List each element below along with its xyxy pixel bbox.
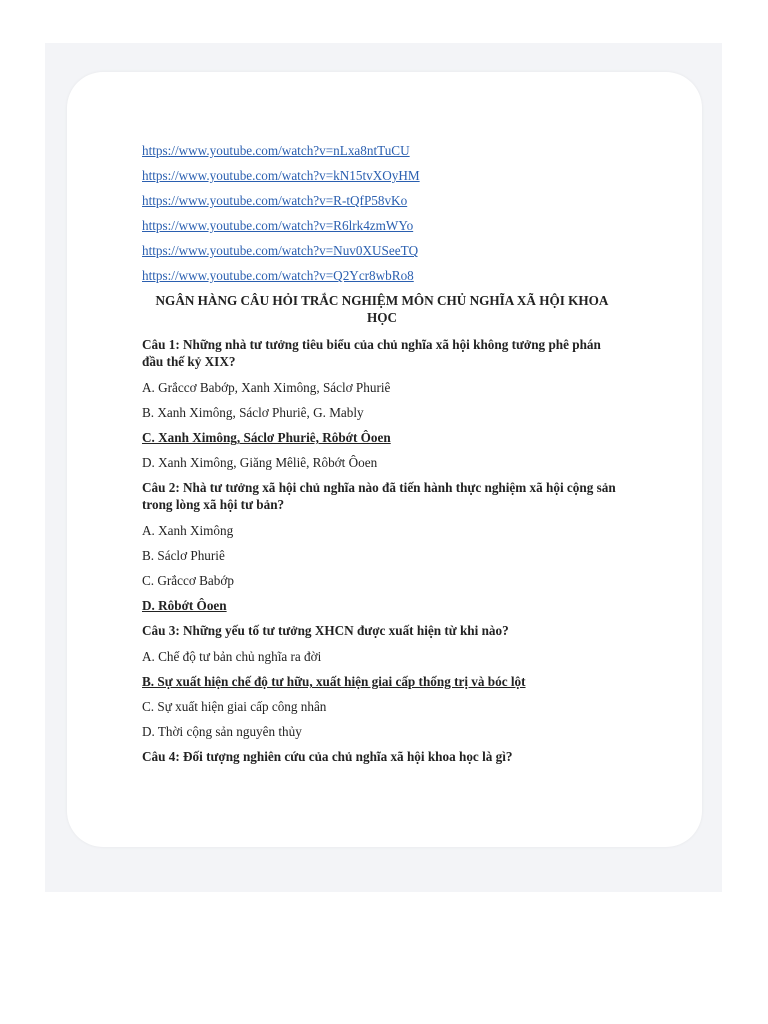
youtube-link[interactable]: https://www.youtube.com/watch?v=R-tQfP58vKo [142, 193, 408, 208]
answer-option: D. Thời cộng sản nguyên thủy [142, 724, 302, 739]
youtube-link[interactable]: https://www.youtube.com/watch?v=nLxa8ntTuCU [142, 143, 410, 158]
document-page [67, 72, 702, 847]
youtube-link[interactable]: https://www.youtube.com/watch?v=Q2Ycr8wbRo8 [142, 268, 414, 283]
question-2: Câu 2: Nhà tư tưởng xã hội chủ nghĩa nào đã tiến hành thực nghiệm xã hội cộng sản trong lòng xã hội tư bản? [142, 480, 616, 512]
answer-option: B. Xanh Ximông, Sáclơ Phuriê, G. Mably [142, 405, 364, 420]
correct-answer-option: D. Rôbớt Ôoen [142, 598, 227, 613]
answer-option: A. Xanh Ximông [142, 523, 234, 538]
answer-option: D. Xanh Ximông, Giăng Mêliê, Rôbớt Ôoen [142, 455, 378, 470]
correct-answer-option: C. Xanh Ximông, Sáclơ Phuriê, Rôbớt Ôoen [142, 430, 391, 445]
document-heading: NGÂN HÀNG CÂU HỎI TRẮC NGHIỆM MÔN CHỦ NGHĨA XÃ HỘI KHOA HỌC [155, 293, 609, 325]
answer-option: B. Sáclơ Phuriê [142, 548, 225, 563]
answer-option: C. Grắccơ Babớp [142, 573, 234, 588]
answer-option: C. Sự xuất hiện giai cấp công nhân [142, 699, 327, 714]
document-viewer [45, 43, 722, 892]
correct-answer-option: B. Sự xuất hiện chế độ tư hữu, xuất hiện giai cấp thống trị và bóc lột [142, 674, 526, 689]
answer-option: A. Grắccơ Babớp, Xanh Ximông, Sáclơ Phuriê [142, 380, 391, 395]
youtube-link[interactable]: https://www.youtube.com/watch?v=R6lrk4zmWYo [142, 218, 414, 233]
page-content [142, 142, 622, 774]
answer-option: A. Chế độ tư bản chủ nghĩa ra đời [142, 649, 322, 664]
youtube-link[interactable]: https://www.youtube.com/watch?v=kN15tvXOyHM [142, 168, 420, 183]
question-3: Câu 3: Những yếu tố tư tưởng XHCN được xuất hiện từ khi nào? [142, 623, 509, 638]
youtube-link[interactable]: https://www.youtube.com/watch?v=Nuv0XUSeeTQ [142, 243, 419, 258]
question-1: Câu 1: Những nhà tư tưởng tiêu biểu của chủ nghĩa xã hội không tưởng phê phán đầu thế kỷ XIX? [142, 337, 601, 369]
question-4: Câu 4: Đối tượng nghiên cứu của chủ nghĩa xã hội khoa học là gì? [142, 749, 513, 764]
